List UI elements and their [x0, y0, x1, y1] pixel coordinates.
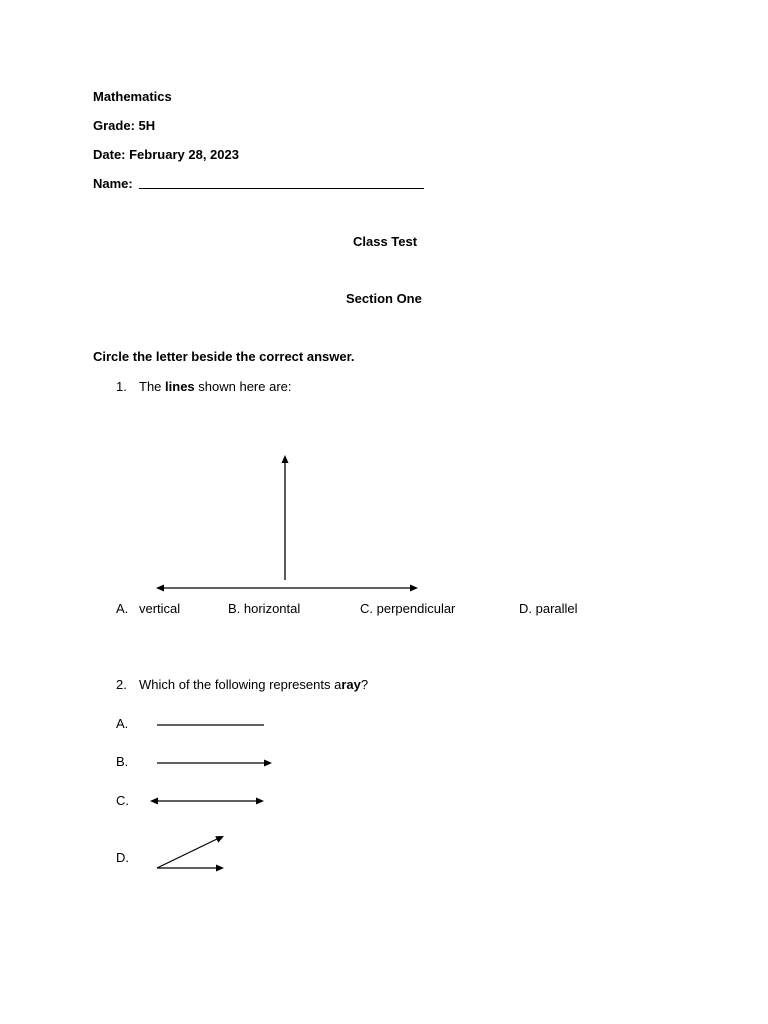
q2-bold-word: ray [341, 677, 361, 692]
q1-text-after: shown here are: [198, 379, 292, 394]
q1-option-b[interactable]: B. horizontal [228, 601, 301, 616]
q2-option-b[interactable]: B. [116, 754, 129, 769]
q2-option-c[interactable]: C. [116, 793, 129, 808]
subject-label: Mathematics [93, 89, 172, 104]
q2-option-a[interactable]: A. [116, 716, 129, 731]
q1-bold-word: lines [165, 379, 195, 394]
class-test-title: Class Test [353, 234, 418, 249]
q1-option-d[interactable]: D. parallel [519, 601, 578, 616]
q2-number: 2. [116, 677, 127, 692]
q1-number: 1. [116, 379, 127, 394]
section-title: Section One [346, 291, 422, 306]
instruction-text: Circle the letter beside the correct answer. [93, 349, 355, 364]
q1-option-a-letter[interactable]: A. [116, 601, 129, 616]
q2-text-after: ? [360, 677, 369, 692]
q2-text-before: Which of the following represents a [139, 677, 342, 692]
q2-c-line [150, 798, 264, 805]
q2-option-d[interactable]: D. [116, 850, 129, 865]
q1-option-c[interactable]: C. perpendicular [360, 601, 456, 616]
q2-d-angle [157, 836, 224, 872]
q1-text-before: The [139, 379, 162, 394]
grade-label: Grade: 5H [93, 118, 156, 133]
date-label: Date: February 28, 2023 [93, 147, 239, 162]
q2-b-ray [157, 760, 272, 767]
q1-option-a-text[interactable]: vertical [139, 601, 181, 616]
name-label: Name: [93, 176, 133, 191]
